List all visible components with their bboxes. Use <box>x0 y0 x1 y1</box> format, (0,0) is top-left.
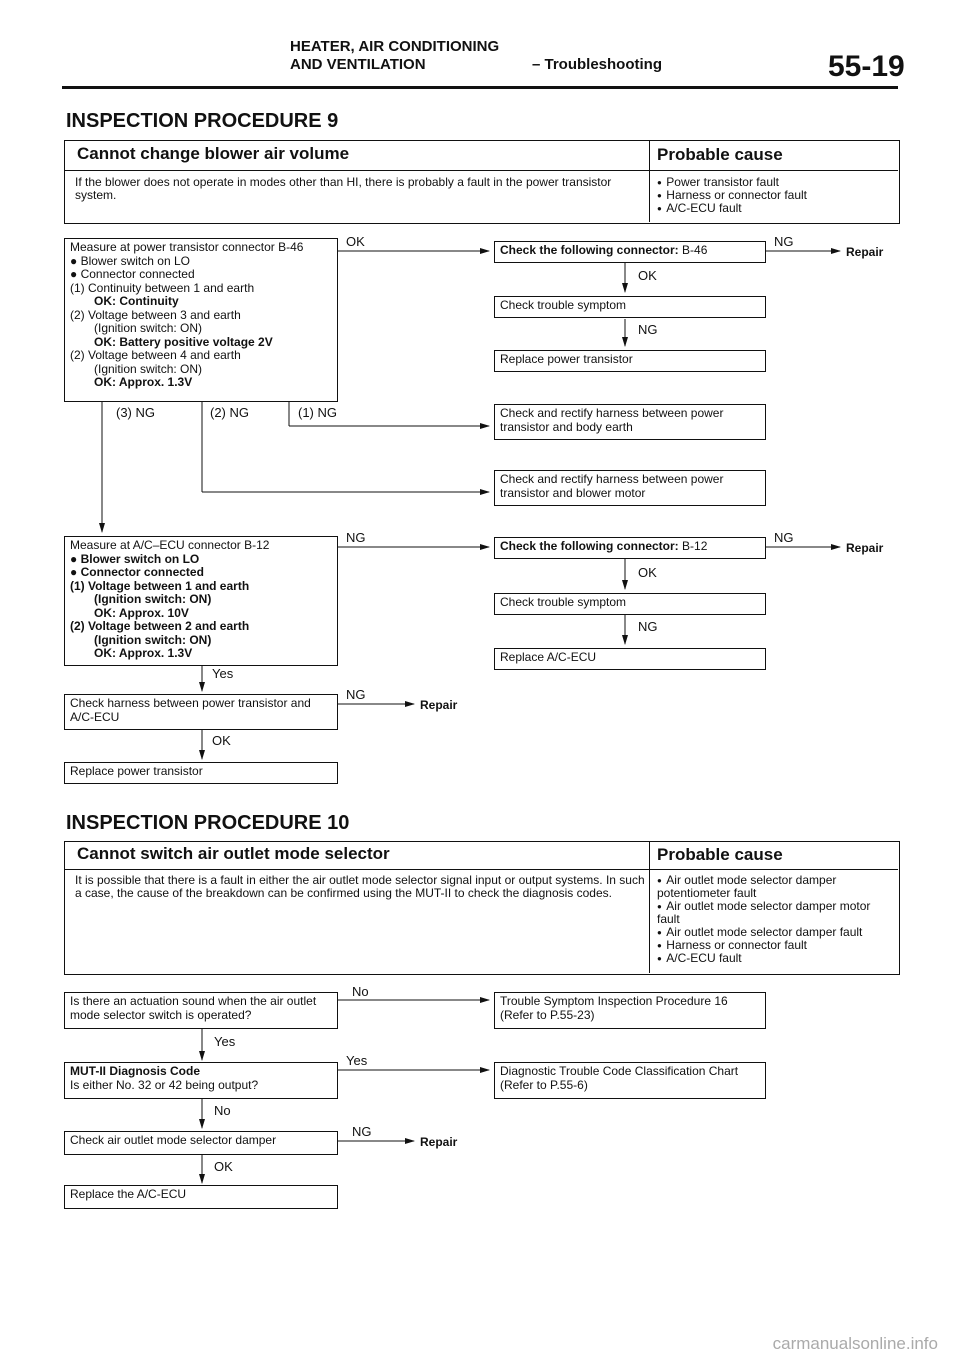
flow-label-ng: NG <box>774 234 794 249</box>
mut-ii-title: MUT-II Diagnosis Code <box>70 1064 201 1078</box>
flow-label-ok: OK <box>638 565 657 580</box>
probable-cause-list <box>657 176 892 215</box>
replace-power-transistor-box: Replace power transistor <box>494 350 766 372</box>
flow-label-no: No <box>352 984 369 999</box>
cause-item: ● Harness or connector fault <box>657 189 892 202</box>
step-line: ● Blower switch on LO <box>70 551 200 566</box>
symptom-description: If the blower does not operate in modes other than HI, there is probably a fault in the power transistor system. <box>75 175 612 202</box>
cause-item: ● Harness or connector fault <box>657 939 893 952</box>
probable-cause-list <box>657 874 893 965</box>
procedure-10-table <box>64 841 900 975</box>
replace-power-transistor-box-2: Replace power transistor <box>64 762 338 784</box>
step-line: OK: Approx. 1.3V <box>94 375 193 389</box>
harness-body-earth-box: Check and rectify harness between power transistor and body earth <box>494 404 766 440</box>
harness-blower-motor-box: Check and rectify harness between power transistor and blower motor <box>494 470 766 506</box>
flow-label-ng: (2) NG <box>210 405 249 420</box>
watermark: carmanualsonline.info <box>772 1334 938 1353</box>
connector-id: B-46 <box>682 243 708 257</box>
repair-label: Repair <box>420 698 458 712</box>
flow-label-yes: Yes <box>346 1053 368 1068</box>
repair-label: Repair <box>846 245 884 259</box>
step-line: Measure at power transistor connector B-46 <box>70 240 304 254</box>
table-divider <box>649 141 650 222</box>
trouble-symptom-16-box: Trouble Symptom Inspection Procedure 16 (Refer to P.55-23) <box>494 992 766 1029</box>
flow-label-ng: (3) NG <box>116 405 155 420</box>
step-line: OK: Continuity <box>94 294 179 308</box>
flow-label-ok: OK <box>346 234 365 249</box>
step-line: ● Blower switch on LO <box>70 253 190 268</box>
flow-label-ng: NG <box>346 530 366 545</box>
step-line: (Ignition switch: ON) <box>94 592 212 606</box>
flow-label-ng: NG <box>774 530 794 545</box>
probable-cause-heading: Probable cause <box>657 145 783 164</box>
step-line: Measure at A/C–ECU connector B-12 <box>70 538 270 552</box>
replace-ac-ecu-box-2: Replace the A/C-ECU <box>64 1185 338 1209</box>
table-rule <box>65 170 898 171</box>
flow-label-ng: NG <box>638 619 658 634</box>
measure-ac-ecu-box <box>64 536 338 666</box>
step-line: (Ignition switch: ON) <box>94 632 212 647</box>
step-line: (1) Voltage between 1 and earth <box>70 578 250 593</box>
step-line: OK: Battery positive voltage 2V <box>94 334 273 349</box>
check-connector-b46-box <box>494 241 766 263</box>
replace-ac-ecu-box: Replace A/C-ECU <box>494 648 766 670</box>
step-line: (Ignition switch: ON) <box>94 321 203 335</box>
step-line: OK: Approx. 1.3V <box>94 646 193 660</box>
page-number: 55-19 <box>828 50 905 83</box>
symptom-description: It is possible that there is a fault in either the air outlet mode selector signal input or output systems. In such a case, the cause of the breakdown can be confirmed using the MUT-II to check the diagnosis codes. <box>75 873 645 900</box>
symptom-title: Cannot change blower air volume <box>77 144 350 163</box>
connector-id: B-12 <box>682 539 708 553</box>
check-damper-box: Check air outlet mode selector damper <box>64 1131 338 1155</box>
mut-ii-question: Is either No. 32 or 42 being output? <box>70 1077 259 1092</box>
repair-label: Repair <box>846 541 884 555</box>
measure-power-transistor-box <box>64 238 338 402</box>
procedure-9-table <box>64 140 900 224</box>
check-trouble-symptom-box: Check trouble symptom <box>494 296 766 318</box>
cause-item: ● Air outlet mode selector damper potentiometer fault <box>657 874 893 900</box>
cause-item: ● A/C-ECU fault <box>657 202 892 215</box>
check-harness-pt-ecu-box: Check harness between power transistor and A/C-ECU <box>64 694 338 730</box>
step-line: ● Connector connected <box>70 267 195 281</box>
step-line: OK: Approx. 10V <box>94 605 189 620</box>
box-label: Check the following connector: <box>500 539 679 553</box>
dtc-chart-box: Diagnostic Trouble Code Classification Chart (Refer to P.55-6) <box>494 1062 766 1099</box>
cause-item: ● A/C-ECU fault <box>657 952 893 965</box>
check-connector-b12-box <box>494 537 766 559</box>
subsection-title: – Troubleshooting <box>532 56 662 73</box>
cause-item: ● Air outlet mode selector damper motor fault <box>657 900 893 926</box>
step-line: ● Connector connected <box>70 565 204 579</box>
actuation-sound-question-box: Is there an actuation sound when the air outlet mode selector switch is operated? <box>64 992 338 1029</box>
repair-label: Repair <box>420 1135 458 1149</box>
mut-ii-diagnosis-box <box>64 1062 338 1099</box>
step-line: (2) Voltage between 4 and earth <box>70 348 241 362</box>
step-line: (2) Voltage between 2 and earth <box>70 619 250 633</box>
box-label: Check the following connector: <box>500 243 679 257</box>
flow-label-yes: Yes <box>214 1034 236 1049</box>
step-line: (1) Continuity between 1 and earth <box>70 280 255 295</box>
table-divider <box>649 842 650 973</box>
cause-item: ● Power transistor fault <box>657 176 892 189</box>
flow-label-ng: NG <box>638 322 658 337</box>
procedure-10-title: INSPECTION PROCEDURE 10 <box>66 812 350 834</box>
flow-label-yes: Yes <box>212 666 234 681</box>
flow-label-ng: NG <box>346 687 366 702</box>
probable-cause-heading: Probable cause <box>657 845 783 864</box>
flow-label-ng: NG <box>352 1124 372 1139</box>
flow-label-ok: OK <box>214 1159 233 1174</box>
flow-label-ok: OK <box>212 733 231 748</box>
check-trouble-symptom-box-2: Check trouble symptom <box>494 593 766 615</box>
cause-item: ● Air outlet mode selector damper fault <box>657 926 893 939</box>
flow-label-ng: (1) NG <box>298 405 337 420</box>
procedure-9-title: INSPECTION PROCEDURE 9 <box>66 110 339 132</box>
flow-label-ok: OK <box>638 268 657 283</box>
symptom-title: Cannot switch air outlet mode selector <box>77 844 390 863</box>
table-rule <box>65 869 898 870</box>
section-title-line2: AND VENTILATION <box>290 56 426 73</box>
step-line: (2) Voltage between 3 and earth <box>70 307 241 322</box>
flow-label-no: No <box>214 1103 231 1118</box>
step-line: (Ignition switch: ON) <box>94 361 203 376</box>
section-title-line1: HEATER, AIR CONDITIONING <box>290 38 500 55</box>
